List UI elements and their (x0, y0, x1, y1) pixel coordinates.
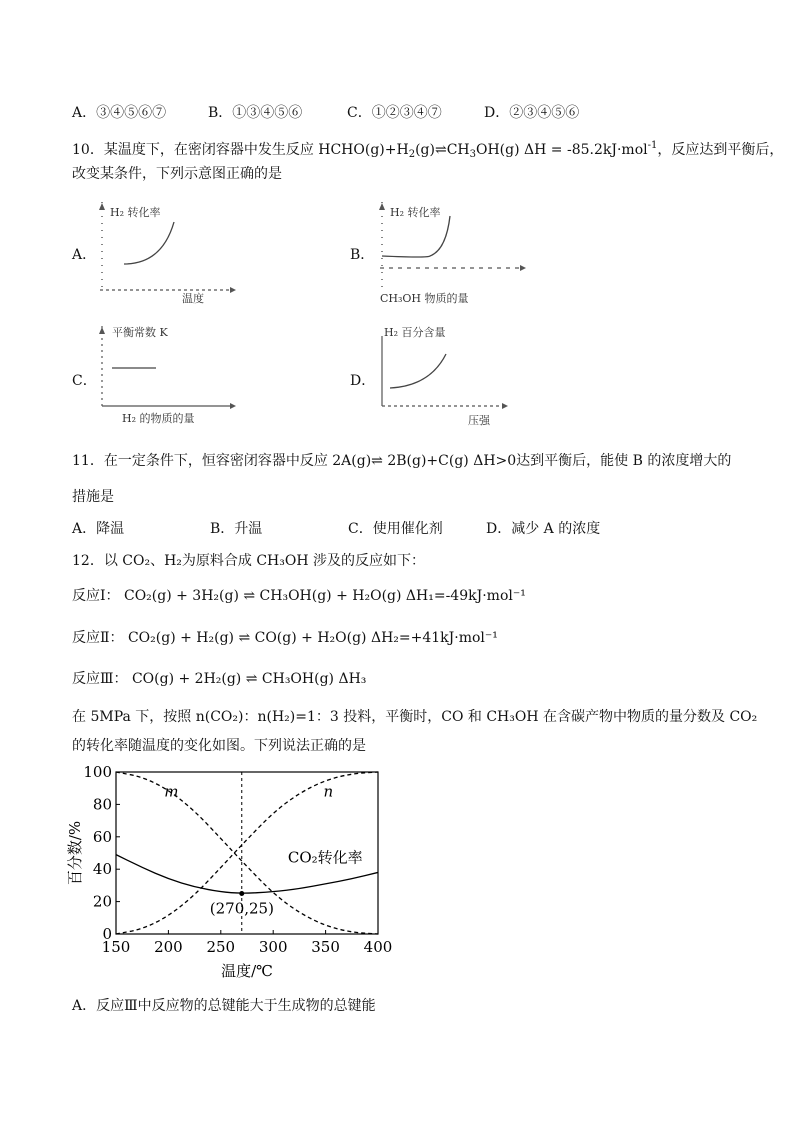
x-tick-label: 350 (311, 938, 340, 956)
curve (390, 354, 446, 388)
x-tick-label: 400 (363, 938, 392, 956)
q10-choice-c[interactable]: C． (72, 373, 97, 389)
x-tick-label: 250 (206, 938, 236, 956)
q9-option-c[interactable]: C．①②③④⑦ (347, 105, 442, 121)
q10-choice-d[interactable]: D． (350, 373, 376, 389)
q10-b-xlabel: CH₃OH 物质的量 (380, 292, 469, 305)
x-axis-label: 温度/℃ (221, 962, 273, 980)
q12-reaction-1: 反应Ⅰ： CO₂(g) + 3H₂(g) ⇌ CH₃OH(g) + H₂O(g) ΔH₁=-49kJ·mol⁻¹ (72, 588, 526, 604)
series-label-co2: CO₂转化率 (287, 848, 363, 867)
y-tick-label: 80 (92, 795, 112, 814)
q11-options (72, 520, 600, 538)
q12-option-a[interactable]: A．反应Ⅲ中反应物的总键能大于生成物的总键能 (72, 998, 376, 1014)
y-axis-label: 百分数/% (66, 820, 84, 886)
q9-options (72, 104, 579, 122)
point-label: (270,25) (209, 899, 274, 918)
q11-option-b[interactable]: B．升温 (210, 521, 263, 537)
q12-reaction-3: 反应Ⅲ： CO(g) + 2H₂(g) ⇌ CH₃OH(g) ΔH₃ (72, 671, 367, 687)
point-marker (239, 891, 244, 896)
y-tick-label: 0 (102, 925, 112, 943)
q10-d-xlabel: 压强 (468, 414, 490, 427)
q10-a-xlabel: 温度 (182, 292, 204, 305)
x-tick-label: 300 (258, 938, 288, 956)
q10-a-ylabel: H₂ 转化率 (110, 206, 161, 219)
x-tick-label: 150 (101, 938, 131, 956)
q9-option-b[interactable]: B．①③④⑤⑥ (208, 105, 303, 121)
q11-option-c[interactable]: C．使用催化剂 (348, 521, 443, 537)
q12-chart (62, 760, 392, 992)
q9-option-a[interactable]: A．③④⑤⑥⑦ (72, 105, 167, 121)
q10-d-ylabel: H₂ 百分含量 (384, 326, 446, 339)
q10-c-ylabel: 平衡常数 K (112, 326, 168, 339)
q10-graph-b (370, 198, 550, 308)
series-label-m: m (164, 782, 179, 801)
y-tick-label: 100 (83, 763, 112, 781)
q11-option-d[interactable]: D．减少 A 的浓度 (486, 521, 601, 537)
q10-choice-a[interactable]: A． (72, 247, 97, 263)
series-label-n: n (323, 782, 334, 801)
q10-graph-a (90, 198, 260, 308)
q12-reaction-2: 反应Ⅱ： CO₂(g) + H₂(g) ⇌ CO(g) + H₂O(g) ΔH₂=+41kJ·mol⁻¹ (72, 630, 498, 646)
q10-choice-b[interactable]: B． (350, 247, 375, 263)
q10-stem-line2: 改变某条件，下列示意图正确的是 (72, 166, 282, 182)
q10-graph-d (370, 322, 550, 432)
q9-option-d[interactable]: D．②③④⑤⑥ (484, 105, 580, 121)
q10-graph-c (90, 322, 260, 432)
q11-option-a[interactable]: A．降温 (72, 521, 125, 537)
q10-b-ylabel: H₂ 转化率 (390, 206, 441, 219)
q12-stem: 12．以 CO₂、H₂为原料合成 CH₃OH 涉及的反应如下： (72, 553, 426, 569)
q10-c-xlabel: H₂ 的物质的量 (122, 412, 195, 425)
q10-stem: 10．某温度下，在密闭容器中发生反应 $HCHO(g)+H_2(g)\rightleftharpoons CH_3OH(g) \Delta H = -85.2kJ\cdot mol^{-1}$，反应达到平衡后， (72, 140, 784, 160)
q11-stem-line2: 措施是 (72, 489, 114, 505)
y-tick-label: 60 (92, 827, 112, 846)
x-tick-label: 200 (154, 938, 183, 956)
q12-paragraph-1: 在 5MPa 下，按照 n(CO₂)：n(H₂)=1：3 投料，平衡时，CO 和 CH₃OH 在含碳产物中物质的量分数及 CO₂ (72, 709, 758, 725)
q11-stem: 11．在一定条件下，恒容密闭容器中反应 2A(g)⇌ 2B(g)+C(g) ΔH>0达到平衡后，能使 B 的浓度增大的 (72, 453, 732, 469)
q12-paragraph-2: 的转化率随温度的变化如图。下列说法正确的是 (72, 738, 366, 754)
curve (382, 216, 450, 257)
curve (124, 222, 174, 264)
y-tick-label: 20 (92, 892, 112, 911)
y-tick-label: 40 (92, 860, 112, 879)
